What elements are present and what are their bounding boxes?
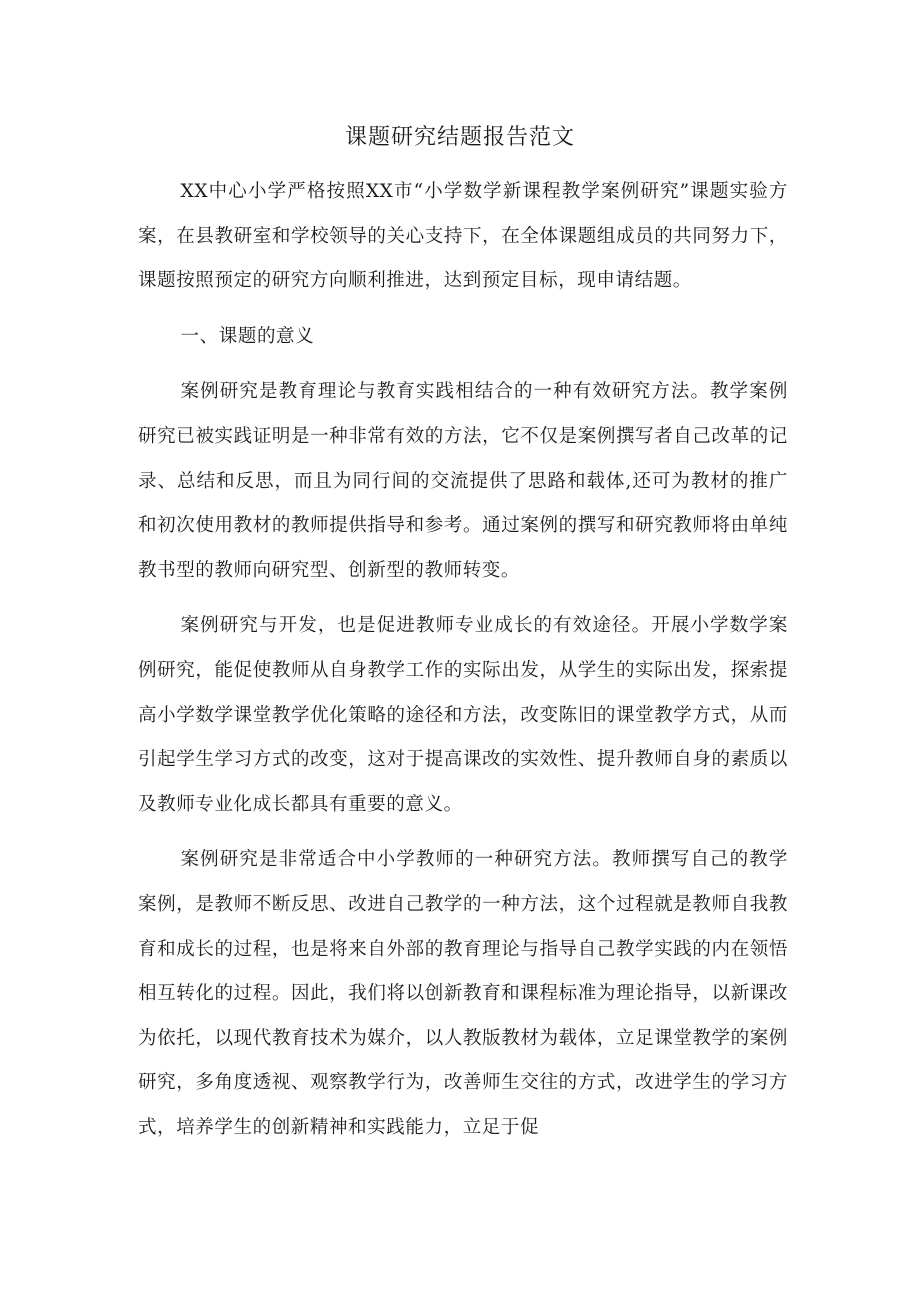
section-heading: 一、课题的意义 [180,325,315,347]
intro-paragraph: XX中心小学严格按照XX市“小学数学新课程教学案例研究”课题实验方案，在县教研室和学校领导的关心支持下，在全体课题组成员的共同努力下，课题按照预定的研究方向顺利推进，达到预定目标，现申请结题。 [138,181,788,292]
document-title: 课题研究结题报告范文 [344,125,575,150]
body-paragraph: 案例研究是教育理论与教育实践相结合的一种有效研究方法。教学案例研究已被实践证明是一种非常有效的方法，它不仅是案例撰写者自己改革的记录、总结和反思，而且为同行间的交流提供了思路和载体,还可为教材的推广和初次使用教材的教师提供指导和参考。通过案例的撰写和研究教师将由单纯教书型的教师向研究型、创新型的教师转变。 [138,381,788,581]
document-body [138,170,788,1150]
body-paragraph: 案例研究是非常适合中小学教师的一种研究方法。教师撰写自己的教学案例，是教师不断反思、改进自己教学的一种方法，这个过程就是教师自我教育和成长的过程，也是将来自外部的教育理论与指导自己教学实践的内在领悟相互转化的过程。因此，我们将以创新教育和课程标准为理论指导，以新课改为依托，以现代教育技术为媒介，以人教版教材为载体，立足课堂教学的案例研究，多角度透视、观察教学行为，改善师生交往的方式，改进学生的学习方式，培养学生的创新精神和实践能力，立足于促 [138,849,788,1138]
body-paragraph: 案例研究与开发，也是促进教师专业成长的有效途径。开展小学数学案例研究，能促使教师从自身教学工作的实际出发，从学生的实际出发，探索提高小学数学课堂教学优化策略的途径和方法，改变陈旧的课堂教学方式，从而引起学生学习方式的改变，这对于提高课改的实效性、提升教师自身的素质以及教师专业化成长都具有重要的意义。 [138,615,788,815]
